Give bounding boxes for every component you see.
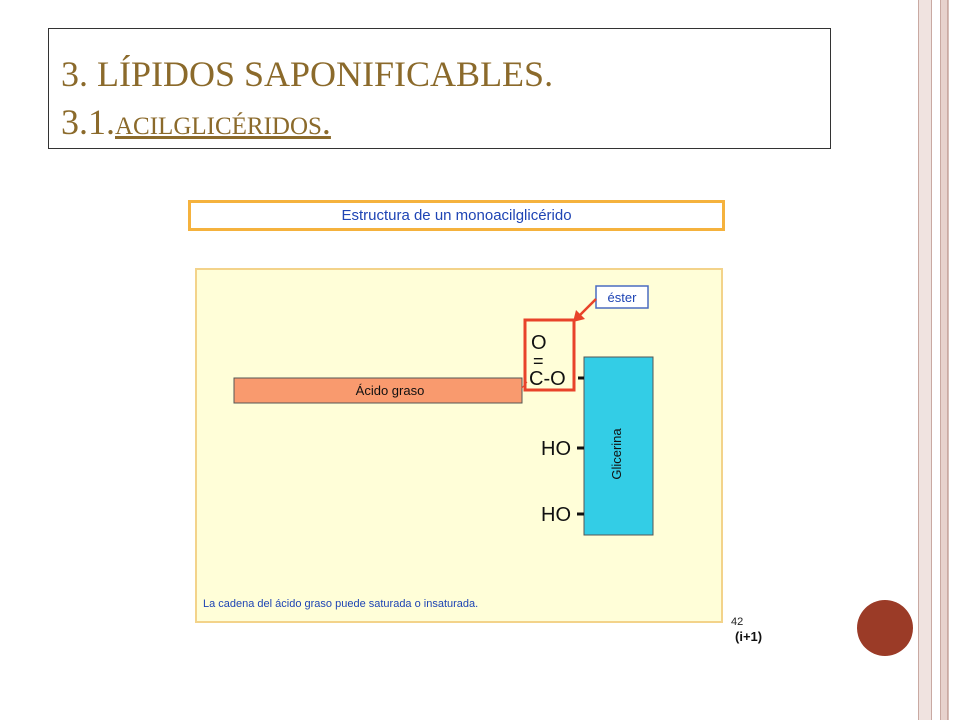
double-bond: = [533, 351, 544, 371]
next-label: (i+1) [735, 629, 763, 644]
subtitle-prefix: 3.1. [61, 102, 115, 142]
page-number: 42 [731, 616, 744, 628]
ester-arrow-line [579, 299, 596, 316]
figure-caption: La cadena del ácido graso puede saturada o insaturada. [203, 598, 479, 610]
subtitle-smallcaps: acilglicéridos. [115, 102, 331, 142]
figure-heading: Estructura de un monoacilglicérido [188, 200, 725, 231]
hydroxyl-1: HO [541, 438, 571, 460]
fatty-acid-label: Ácido graso [355, 383, 425, 398]
carbonyl-oxygen: O [531, 332, 547, 354]
ester-label: éster [607, 290, 637, 305]
slide-title: 3. LÍPIDOS SAPONIFICABLES. [61, 54, 554, 94]
hydroxyl-2: HO [541, 504, 571, 526]
ester-group: C-O [529, 368, 566, 390]
glycerol-label: Glicerina [609, 428, 624, 480]
